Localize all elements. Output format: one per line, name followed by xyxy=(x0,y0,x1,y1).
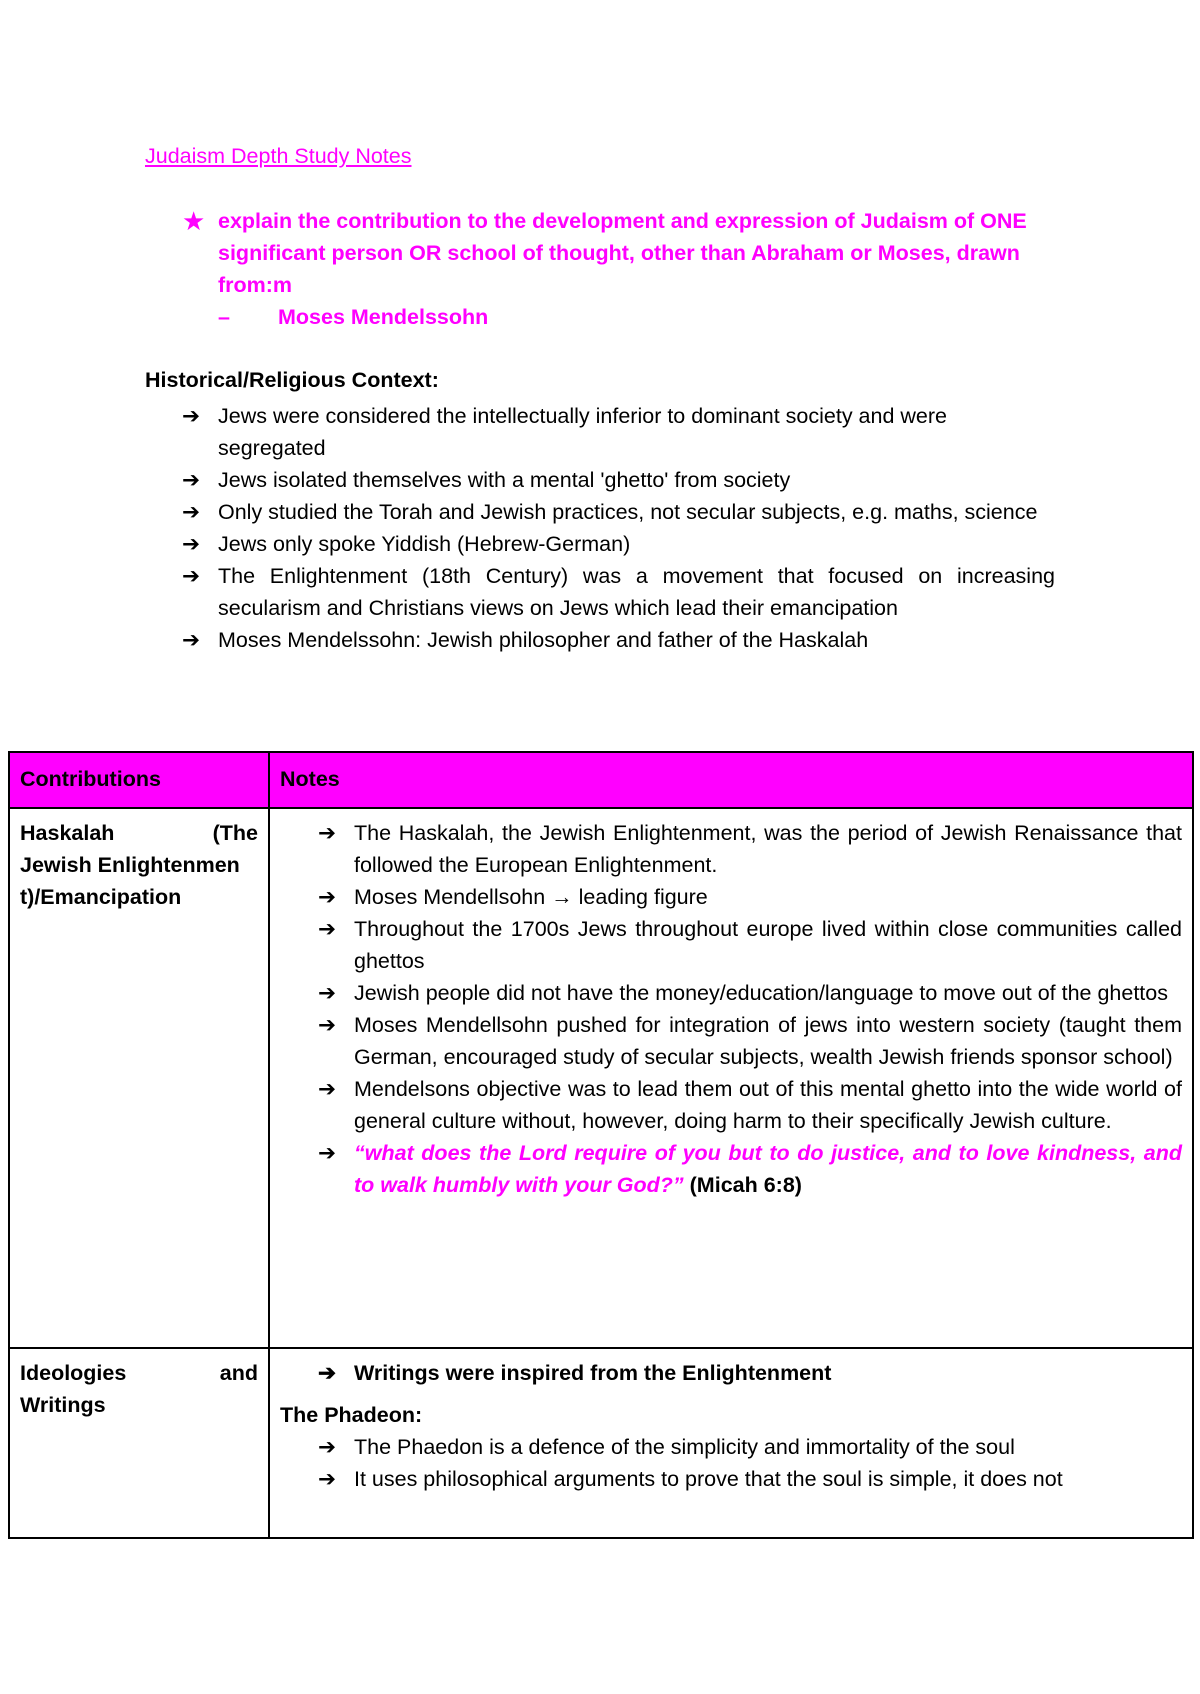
arrow-icon: ➔ xyxy=(182,404,201,428)
quote-text: “what does the Lord require of you but to do justice, and to love kindness, and to walk humbly with your God?” xyxy=(354,1141,1182,1197)
list-item xyxy=(182,400,1055,464)
arrow-icon: ➔ xyxy=(182,468,201,492)
arrow-icon: ➔ xyxy=(182,628,201,652)
arrow-icon: ➔ xyxy=(182,500,201,524)
label-part: Jewish Enlightenment)/Emancipation xyxy=(20,853,240,909)
list-item-text: Writings were inspired from the Enlightenment xyxy=(354,1361,832,1385)
list-item-text: Jews were considered the intellectually inferior to dominant society and were segregated xyxy=(218,404,947,460)
list-item-text: Mendelsons objective was to lead them out of this mental ghetto into the wide world of general culture without, however, doing harm to their specifically Jewish culture. xyxy=(354,1077,1182,1133)
list-item xyxy=(318,1431,1182,1463)
list-item xyxy=(182,624,1055,656)
list-item-text: Jewish people did not have the money/education/language to move out of the ghettos xyxy=(354,981,1168,1005)
context-list xyxy=(182,400,1055,656)
list-item-text: Moses Mendelssohn: Jewish philosopher and father of the Haskalah xyxy=(218,628,869,652)
list-item xyxy=(182,528,1055,560)
subheading: The Phadeon: xyxy=(280,1403,423,1427)
row-label-haskalah xyxy=(9,808,269,1348)
row-notes-ideologies xyxy=(269,1348,1193,1538)
list-item xyxy=(318,1073,1182,1137)
list-item-text: Jews isolated themselves with a mental 'ghetto' from society xyxy=(218,468,791,492)
arrow-icon: ➔ xyxy=(318,1467,337,1491)
arrow-icon: ➔ xyxy=(318,1141,337,1165)
table-row xyxy=(9,1348,1193,1538)
list-item xyxy=(318,1009,1182,1073)
label-part: Haskalah xyxy=(20,821,115,845)
citation-text: (Micah 6:8) xyxy=(683,1173,802,1197)
list-item xyxy=(318,1357,1182,1389)
list-item xyxy=(318,1463,1182,1495)
list-item xyxy=(318,977,1182,1009)
label-part: (The xyxy=(212,821,258,845)
list-item-text: Moses Mendellsohn pushed for integration of jews into western society (taught them German, encouraged study of secular subjects, wealth Jewish friends sponsor school) xyxy=(354,1013,1182,1069)
task-block xyxy=(182,205,1055,333)
list-item-text: Jews only spoke Yiddish (Hebrew-German) xyxy=(218,532,631,556)
header-notes: Notes xyxy=(269,752,1193,808)
list-item xyxy=(318,881,1182,913)
arrow-icon: ➔ xyxy=(182,532,201,556)
notes-list xyxy=(318,1357,1182,1389)
person-name: Moses Mendelssohn xyxy=(278,305,489,329)
list-item-text: The Enlightenment (18th Century) was a movement that focused on increasing secularism and Christians views on Jews which lead their emancipation xyxy=(218,564,1055,620)
arrow-icon: ➔ xyxy=(318,1013,337,1037)
row-notes-haskalah xyxy=(269,808,1193,1348)
dash-marker: – xyxy=(218,305,230,329)
list-item xyxy=(318,817,1182,881)
row-label-ideologies xyxy=(9,1348,269,1538)
table-row xyxy=(9,808,1193,1348)
list-item-text: The Haskalah, the Jewish Enlightenment, was the period of Jewish Renaissance that followed the European Enlightenment. xyxy=(354,821,1182,877)
task-text: explain the contribution to the development and expression of Judaism of ONE significant person OR school of thought, other than Abraham or Moses, drawn from:m xyxy=(218,209,1027,297)
list-item-text: Throughout the 1700s Jews throughout europe lived within close communities called ghettos xyxy=(354,917,1182,973)
arrow-icon: ➔ xyxy=(318,1077,337,1101)
contributions-table xyxy=(8,751,1194,1539)
header-contributions: Contributions xyxy=(9,752,269,808)
task-person xyxy=(218,301,1055,333)
label-part: Writings xyxy=(20,1393,106,1417)
arrow-icon: ➔ xyxy=(318,1435,337,1459)
arrow-icon: ➔ xyxy=(318,885,337,909)
list-item xyxy=(318,913,1182,977)
arrow-icon: ➔ xyxy=(318,821,337,845)
list-item xyxy=(182,464,1055,496)
label-part: and xyxy=(219,1361,258,1385)
arrow-icon: ➔ xyxy=(318,1361,337,1385)
notes-list xyxy=(318,817,1182,1201)
notes-list xyxy=(318,1431,1182,1495)
list-item-text: Only studied the Torah and Jewish practices, not secular subjects, e.g. maths, science xyxy=(218,500,1038,524)
arrow-icon: ➔ xyxy=(182,564,201,588)
table-header-row xyxy=(9,752,1193,808)
list-item xyxy=(182,496,1055,528)
arrow-icon: ➔ xyxy=(318,981,337,1005)
list-item-text: Moses Mendellsohn → leading figure xyxy=(354,885,708,909)
arrow-icon: ➔ xyxy=(318,917,337,941)
page-title: Judaism Depth Study Notes xyxy=(145,144,412,168)
list-item-text: It uses philosophical arguments to prove that the soul is simple, it does not xyxy=(354,1467,1063,1491)
list-item-text: The Phaedon is a defence of the simplicity and immortality of the soul xyxy=(354,1435,1015,1459)
list-item xyxy=(318,1137,1182,1201)
context-heading: Historical/Religious Context: xyxy=(145,368,439,392)
star-icon: ★ xyxy=(182,206,206,236)
label-part: Ideologies xyxy=(20,1361,127,1385)
list-item xyxy=(182,560,1055,624)
